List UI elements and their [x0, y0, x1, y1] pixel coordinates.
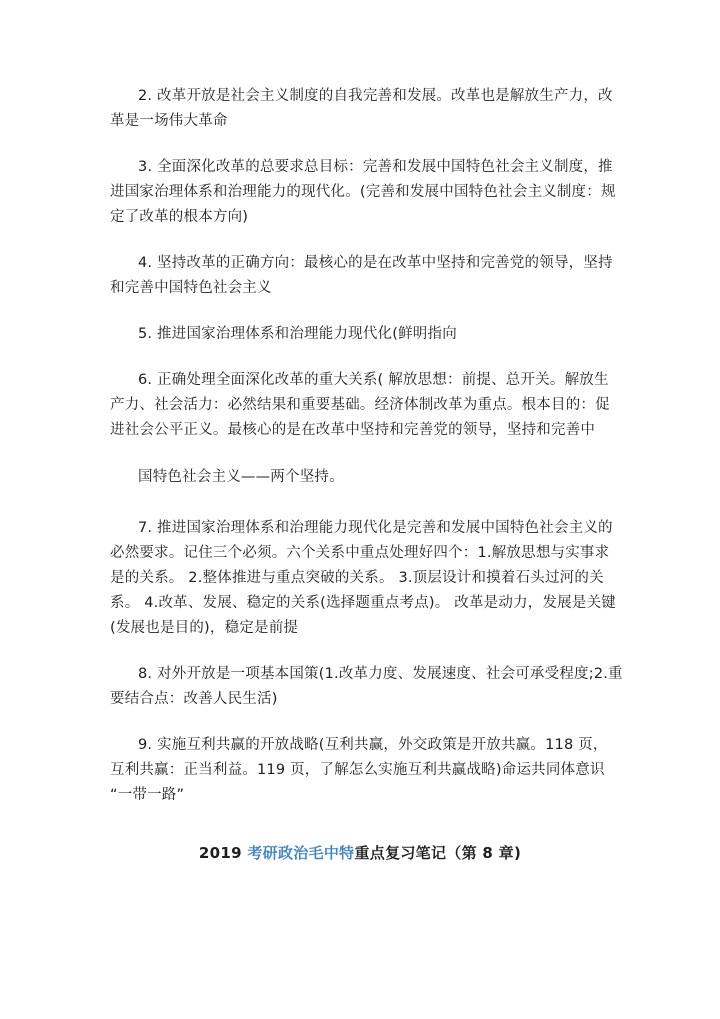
text-line: 4. 坚持改革的正确方向：最核心的是在改革中坚持和完善党的领导，坚持 — [138, 255, 613, 271]
text-line: 进社会公平正义。最核心的是在改革中坚持和完善党的领导，坚持和完善中 — [110, 422, 596, 438]
text-line: “一带一路” — [110, 787, 185, 803]
text-line: (发展也是目的)，稳定是前提 — [110, 620, 299, 636]
text-line: 5. 推进国家治理体系和治理能力现代化(鲜明指向 — [138, 326, 457, 342]
text-line: 必然要求。记住三个必须。六个关系中重点处理好四个：1.解放思想与实事求 — [110, 545, 610, 561]
text-line: 6. 正确处理全面深化改革的重大关系( 解放思想：前提、总开关。解放生 — [138, 372, 609, 388]
notes-body — [110, 84, 623, 829]
text-line: 7. 推进国家治理体系和治理能力现代化是完善和发展中国特色社会主义的 — [138, 520, 613, 536]
chapter-heading — [0, 842, 720, 863]
paragraph-3 — [110, 155, 615, 230]
text-line: 9. 实施互利共赢的开放战略(互利共赢，外交政策是开放共赢。118 页， — [138, 737, 608, 753]
heading-year: 2019 — [198, 844, 248, 862]
paragraph-9 — [110, 733, 615, 808]
text-line: 是的关系。 2.整体推进与重点突破的关系。 3.顶层设计和摸着石头过河的关 — [110, 570, 604, 586]
text-line: 互利共赢：正当利益。119 页，了解怎么实施互利共赢战略)命运共同体意识 — [110, 762, 605, 778]
paragraph-5 — [110, 322, 615, 347]
text-line: 8. 对外开放是一项基本国策(1.改革力度、发展速度、社会可承受程度;2.重 — [138, 666, 623, 682]
text-line: 2. 改革开放是社会主义制度的自我完善和发展。改革也是解放生产力，改 — [138, 88, 613, 104]
paragraph-6-continued — [110, 465, 615, 490]
paragraph-4 — [110, 251, 615, 301]
text-line: 和完善中国特色社会主义 — [110, 280, 272, 296]
paragraph-2 — [110, 84, 615, 134]
text-line: 国特色社会主义——两个坚持。 — [138, 469, 344, 485]
text-line: 系。 4.改革、发展、稳定的关系(选择题重点考点)。 改革是动力，发展是关键 — [110, 595, 616, 611]
paragraph-7 — [110, 516, 615, 641]
text-line: 进国家治理体系和治理能力的现代化。(完善和发展中国特色社会主义制度：规 — [110, 184, 616, 200]
paragraph-6 — [110, 368, 615, 443]
text-line: 3. 全面深化改革的总要求总目标：完善和发展中国特色社会主义制度，推 — [138, 159, 613, 175]
text-line: 定了改革的根本方向) — [110, 209, 249, 225]
text-line: 革是一场伟大革命 — [110, 113, 228, 129]
heading-highlight-link[interactable]: 考研政治毛中特 — [247, 844, 355, 862]
heading-rest: 重点复习笔记（第 8 章) — [354, 844, 522, 862]
paragraph-8 — [110, 662, 623, 712]
text-line: 要结合点：改善人民生活) — [110, 691, 278, 707]
text-line: 产力、社会活力：必然结果和重要基础。经济体制改革为重点。根本目的：促 — [110, 397, 610, 413]
